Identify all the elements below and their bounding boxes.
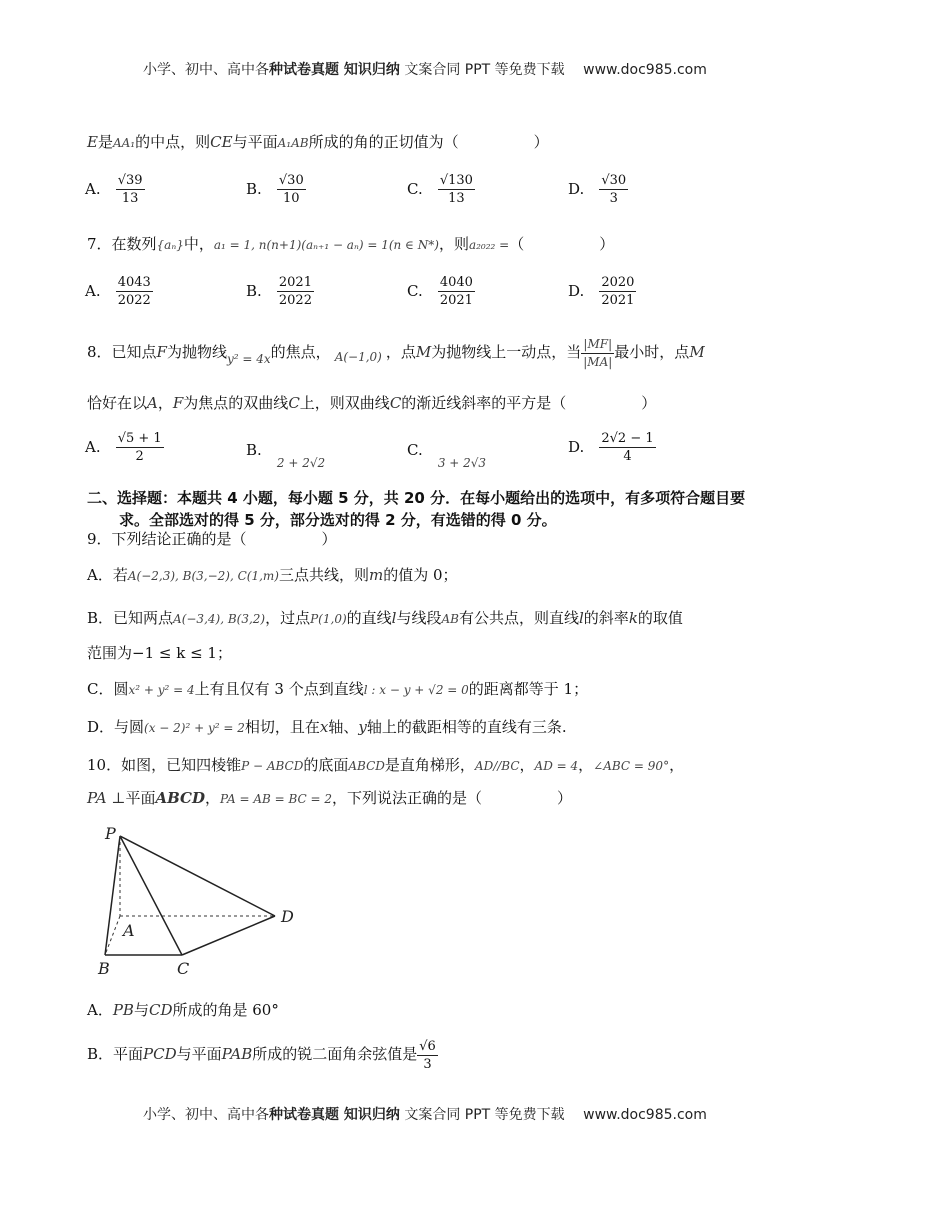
option-fraction: [277, 274, 314, 309]
footer-text-a: 小学、初中、高中各: [143, 1107, 269, 1123]
q6-text-4: 所成的角的正切值为（ ）: [308, 133, 549, 151]
denominator: 13: [448, 191, 465, 206]
page-header: [143, 59, 707, 79]
q9-text: 有公共点，则直线: [458, 609, 579, 627]
option-label: D.: [568, 180, 585, 198]
q6-text-3: 与平面: [232, 133, 278, 151]
q8-stem-line1: [87, 332, 705, 373]
q10-text: ，下列说法正确的是（ ）: [332, 789, 573, 807]
header-text-a: 小学、初中、高中各: [143, 62, 269, 78]
q10-angle: ∠ABC = 90°: [593, 759, 670, 773]
q8-text: 最小时，点: [614, 343, 690, 361]
q10-equal: PA = AB = BC = 2: [220, 792, 333, 806]
q8-option-d[interactable]: [568, 430, 656, 465]
option-label: D.: [568, 438, 585, 456]
q9-text: ，过点: [265, 609, 311, 627]
denominator: 2022: [278, 293, 312, 308]
q10-text: 平面: [125, 789, 156, 807]
q10-text: 所成的锐二面角余弦值是: [252, 1045, 418, 1063]
q10-option-b-fraction: [417, 1038, 438, 1073]
q6-CE: CE: [210, 133, 233, 151]
option-label: B.: [246, 441, 262, 459]
denominator: 4: [623, 449, 632, 464]
q8-M: M: [689, 343, 705, 361]
header-site-link[interactable]: www.doc985.com: [583, 62, 707, 78]
q9-text: B．已知两点: [87, 609, 174, 627]
pyramid-figure: [95, 822, 310, 982]
q9-option-b-cont: 范围为−1 ≤ k ≤ 1；: [87, 644, 232, 662]
q8-text: ，: [157, 394, 173, 412]
q9-y: y: [358, 718, 367, 736]
q10-option-b[interactable]: [87, 1035, 438, 1073]
q10-ad: AD = 4: [534, 759, 579, 773]
denominator: 2: [135, 449, 144, 464]
q9-point-p: P(1,0): [310, 612, 347, 626]
numerator: 4043: [117, 275, 151, 290]
option-fraction: [599, 172, 628, 207]
section-2-title-cont: 求。全部选对的得 5 分，部分选对的得 2 分，有选错的得 0 分。: [119, 511, 557, 529]
q6-plane: A₁AB: [277, 136, 309, 150]
q9-points: A(−2,3), B(3,−2), C(1,m): [127, 569, 279, 583]
denominator: 2021: [439, 293, 473, 308]
option-fraction: [599, 274, 636, 309]
q6-stem: [87, 132, 549, 153]
q8-text: 为焦点的双曲线: [183, 394, 289, 412]
footer-text-c: 知识归纳: [339, 1107, 400, 1123]
q7-text-4: （ ）: [509, 235, 615, 253]
q9-circle: (x − 2)² + y² = 2: [144, 721, 245, 735]
denominator: 2021: [601, 293, 635, 308]
q9-text: 轴上的截距相等的直线有三条.: [366, 718, 567, 736]
numerator: 4040: [439, 275, 473, 290]
q10-text: 是直角梯形，: [384, 756, 475, 774]
option-fraction: [116, 172, 145, 207]
numerator: √39: [117, 173, 143, 188]
header-text-d: 文案合同 PPT 等免费下载: [399, 62, 565, 78]
q10-text: 10．如图，已知四棱锥: [87, 756, 242, 774]
q6-text-2: 的中点，则: [135, 133, 211, 151]
q9-text: A．若: [87, 566, 128, 584]
denominator: 10: [283, 191, 300, 206]
q9-text: 的取值: [637, 609, 683, 627]
q10-stem-line2: [87, 788, 572, 809]
q6-option-c[interactable]: [407, 172, 475, 207]
q7-option-a[interactable]: [85, 274, 153, 309]
section-2-title: 二、选择题：本题共 4 小题，每小题 5 分，共 20 分．在每小题给出的选项中，有多项符合题目要: [87, 489, 746, 507]
q9-l: l: [391, 609, 397, 627]
page-footer: [143, 1104, 707, 1124]
q9-text: 的值为 0；: [383, 566, 458, 584]
option-label: A.: [85, 438, 101, 456]
numerator: 2020: [601, 275, 635, 290]
q8-C: C: [288, 394, 300, 412]
option-value: 2 + 2√2: [276, 456, 326, 470]
option-fraction: [116, 430, 164, 465]
q9-points: A(−3,4), B(3,2): [173, 612, 266, 626]
q9-text: 三点共线，则: [278, 566, 369, 584]
q8-text: 为抛物线上一动点，当: [431, 343, 582, 361]
option-fraction: [116, 274, 153, 309]
footer-text-b: 种试卷真题: [269, 1107, 339, 1123]
q7-text-2: 中，: [183, 235, 214, 253]
q7-option-d[interactable]: [568, 274, 636, 309]
q10-text: B．平面: [87, 1045, 144, 1063]
q8-text: 的焦点，: [270, 343, 331, 361]
q9-text: 上有且仅有 3 个点到直线: [194, 680, 364, 698]
option-fraction: [438, 274, 475, 309]
label-B: B: [98, 959, 110, 978]
edge-CD: [182, 916, 275, 955]
q9-text: 轴、: [328, 718, 359, 736]
q9-option-c[interactable]: [87, 679, 588, 700]
q8-text: 上，则双曲线: [299, 394, 390, 412]
q8-F: F: [172, 394, 184, 412]
option-label: C.: [407, 441, 423, 459]
q7-condition: a₁ = 1, n(n+1)(aₙ₊₁ − aₙ) = 1(n ∈ N*): [213, 238, 439, 252]
option-label: A.: [85, 180, 101, 198]
denominator: 3: [423, 1056, 432, 1072]
q9-line-eq: l : x − y + √2 = 0: [363, 683, 469, 697]
label-D: D: [281, 907, 294, 926]
q10-perp: PA ⊥: [87, 789, 126, 807]
q9-text: 的距离都等于 1；: [468, 680, 589, 698]
denominator: 3: [609, 191, 618, 206]
q6-E: E: [87, 133, 98, 151]
label-C: C: [177, 959, 190, 978]
q8-text: 恰好在以: [87, 394, 148, 412]
q7-target: a₂₀₂₂ =: [468, 238, 510, 252]
q10-plane: ABCD: [155, 789, 205, 807]
numerator: √30: [601, 173, 627, 188]
q7-option-b[interactable]: [246, 274, 314, 309]
q9-text: 相切，且在: [244, 718, 320, 736]
q8-option-a[interactable]: [85, 430, 164, 465]
q10-PAB: PAB: [221, 1045, 253, 1063]
q10-text: ，: [669, 756, 685, 774]
q8-option-b[interactable]: [246, 440, 326, 470]
q8-F: F: [156, 343, 167, 361]
q9-AB: AB: [441, 612, 459, 626]
q9-stem: 9．下列结论正确的是（ ）: [87, 530, 337, 548]
q9-option-b[interactable]: [87, 608, 683, 629]
q7-option-c[interactable]: [407, 274, 475, 309]
numerator: 2021: [278, 275, 312, 290]
q8-A: A: [147, 394, 158, 412]
footer-text-d: 文案合同 PPT 等免费下载: [399, 1107, 565, 1123]
q10-text: A．: [87, 1001, 113, 1019]
option-fraction: [599, 430, 655, 465]
q6-option-d[interactable]: [568, 172, 628, 207]
label-P: P: [105, 824, 116, 843]
numerator: |MF|: [581, 336, 614, 354]
q9-circle: x² + y² = 4: [128, 683, 195, 697]
numerator: √130: [439, 173, 473, 188]
q9-m: m: [368, 566, 384, 584]
numerator: √6: [419, 1038, 436, 1054]
q9-option-d[interactable]: [87, 717, 567, 738]
q10-PCD: PCD: [143, 1045, 177, 1063]
q8-parabola: y² = 4x: [226, 352, 271, 366]
q9-text: D．与圆: [87, 718, 145, 736]
q8-option-c[interactable]: [407, 440, 487, 470]
q9-k: k: [628, 609, 638, 627]
q10-text: ，: [578, 756, 594, 774]
denominator: 13: [121, 191, 139, 206]
q9-text: C．圆: [87, 680, 129, 698]
q10-pyramid: P − ABCD: [241, 759, 304, 773]
q6-AA1: AA₁: [112, 136, 136, 150]
option-fraction: [277, 172, 306, 207]
numerator: √30: [278, 173, 304, 188]
q7-seq: {aₙ}: [156, 238, 184, 252]
option-value: 3 + 2√3: [437, 456, 487, 470]
q9-text: 的斜率: [583, 609, 629, 627]
q8-ratio: [581, 336, 614, 371]
q10-CD: CD: [148, 1001, 173, 1019]
q8-point-a: A(−1,0): [334, 350, 382, 364]
option-label: B.: [246, 282, 262, 300]
q9-text: 与线段: [396, 609, 442, 627]
q8-text: ，点: [385, 343, 416, 361]
q9-x: x: [319, 718, 329, 736]
q6-text-1: 是: [97, 133, 113, 151]
q10-option-a[interactable]: [87, 1000, 279, 1020]
q10-stem-line1: [87, 755, 684, 776]
q10-parallel: AD//BC: [474, 759, 520, 773]
q10-text: 与: [133, 1001, 149, 1019]
q8-text: 的渐近线斜率的平方是（ ）: [401, 394, 657, 412]
label-A: A: [123, 921, 135, 940]
q10-base: ABCD: [348, 759, 385, 773]
footer-site-link[interactable]: www.doc985.com: [583, 1107, 707, 1123]
q7-stem: [87, 234, 614, 255]
q8-text: 为抛物线: [166, 343, 227, 361]
q8-C: C: [389, 394, 402, 412]
q10-PB: PB: [112, 1001, 134, 1019]
q9-option-a[interactable]: [87, 565, 458, 586]
q9-text: 的直线: [346, 609, 392, 627]
option-fraction: [438, 172, 475, 207]
denominator: 2022: [117, 293, 151, 308]
q8-stem-line2: [87, 393, 656, 413]
q10-text: ，: [205, 789, 221, 807]
option-label: C.: [407, 282, 423, 300]
numerator: √5 + 1: [117, 431, 162, 446]
q10-text: 所成的角是 60°: [172, 1001, 279, 1019]
q10-text: 的底面: [303, 756, 349, 774]
q8-text: 8．已知点: [87, 343, 157, 361]
header-text-c: 知识归纳: [339, 62, 400, 78]
q10-text: 与平面: [176, 1045, 222, 1063]
option-label: B.: [246, 180, 262, 198]
edge-PB: [105, 836, 120, 955]
numerator: 2√2 − 1: [601, 431, 654, 446]
q6-option-b[interactable]: [246, 172, 306, 207]
option-label: A.: [85, 282, 101, 300]
q6-option-a[interactable]: [85, 172, 145, 207]
q9-l: l: [578, 609, 584, 627]
q7-text-1: 7．在数列: [87, 235, 157, 253]
denominator: |MA|: [583, 354, 613, 369]
q7-text-3: ，则: [438, 235, 469, 253]
q8-M: M: [415, 343, 432, 361]
option-label: D.: [568, 282, 585, 300]
header-text-b: 种试卷真题: [269, 62, 339, 78]
option-label: C.: [407, 180, 423, 198]
q10-text: ，: [519, 756, 535, 774]
edge-PD: [120, 836, 275, 916]
